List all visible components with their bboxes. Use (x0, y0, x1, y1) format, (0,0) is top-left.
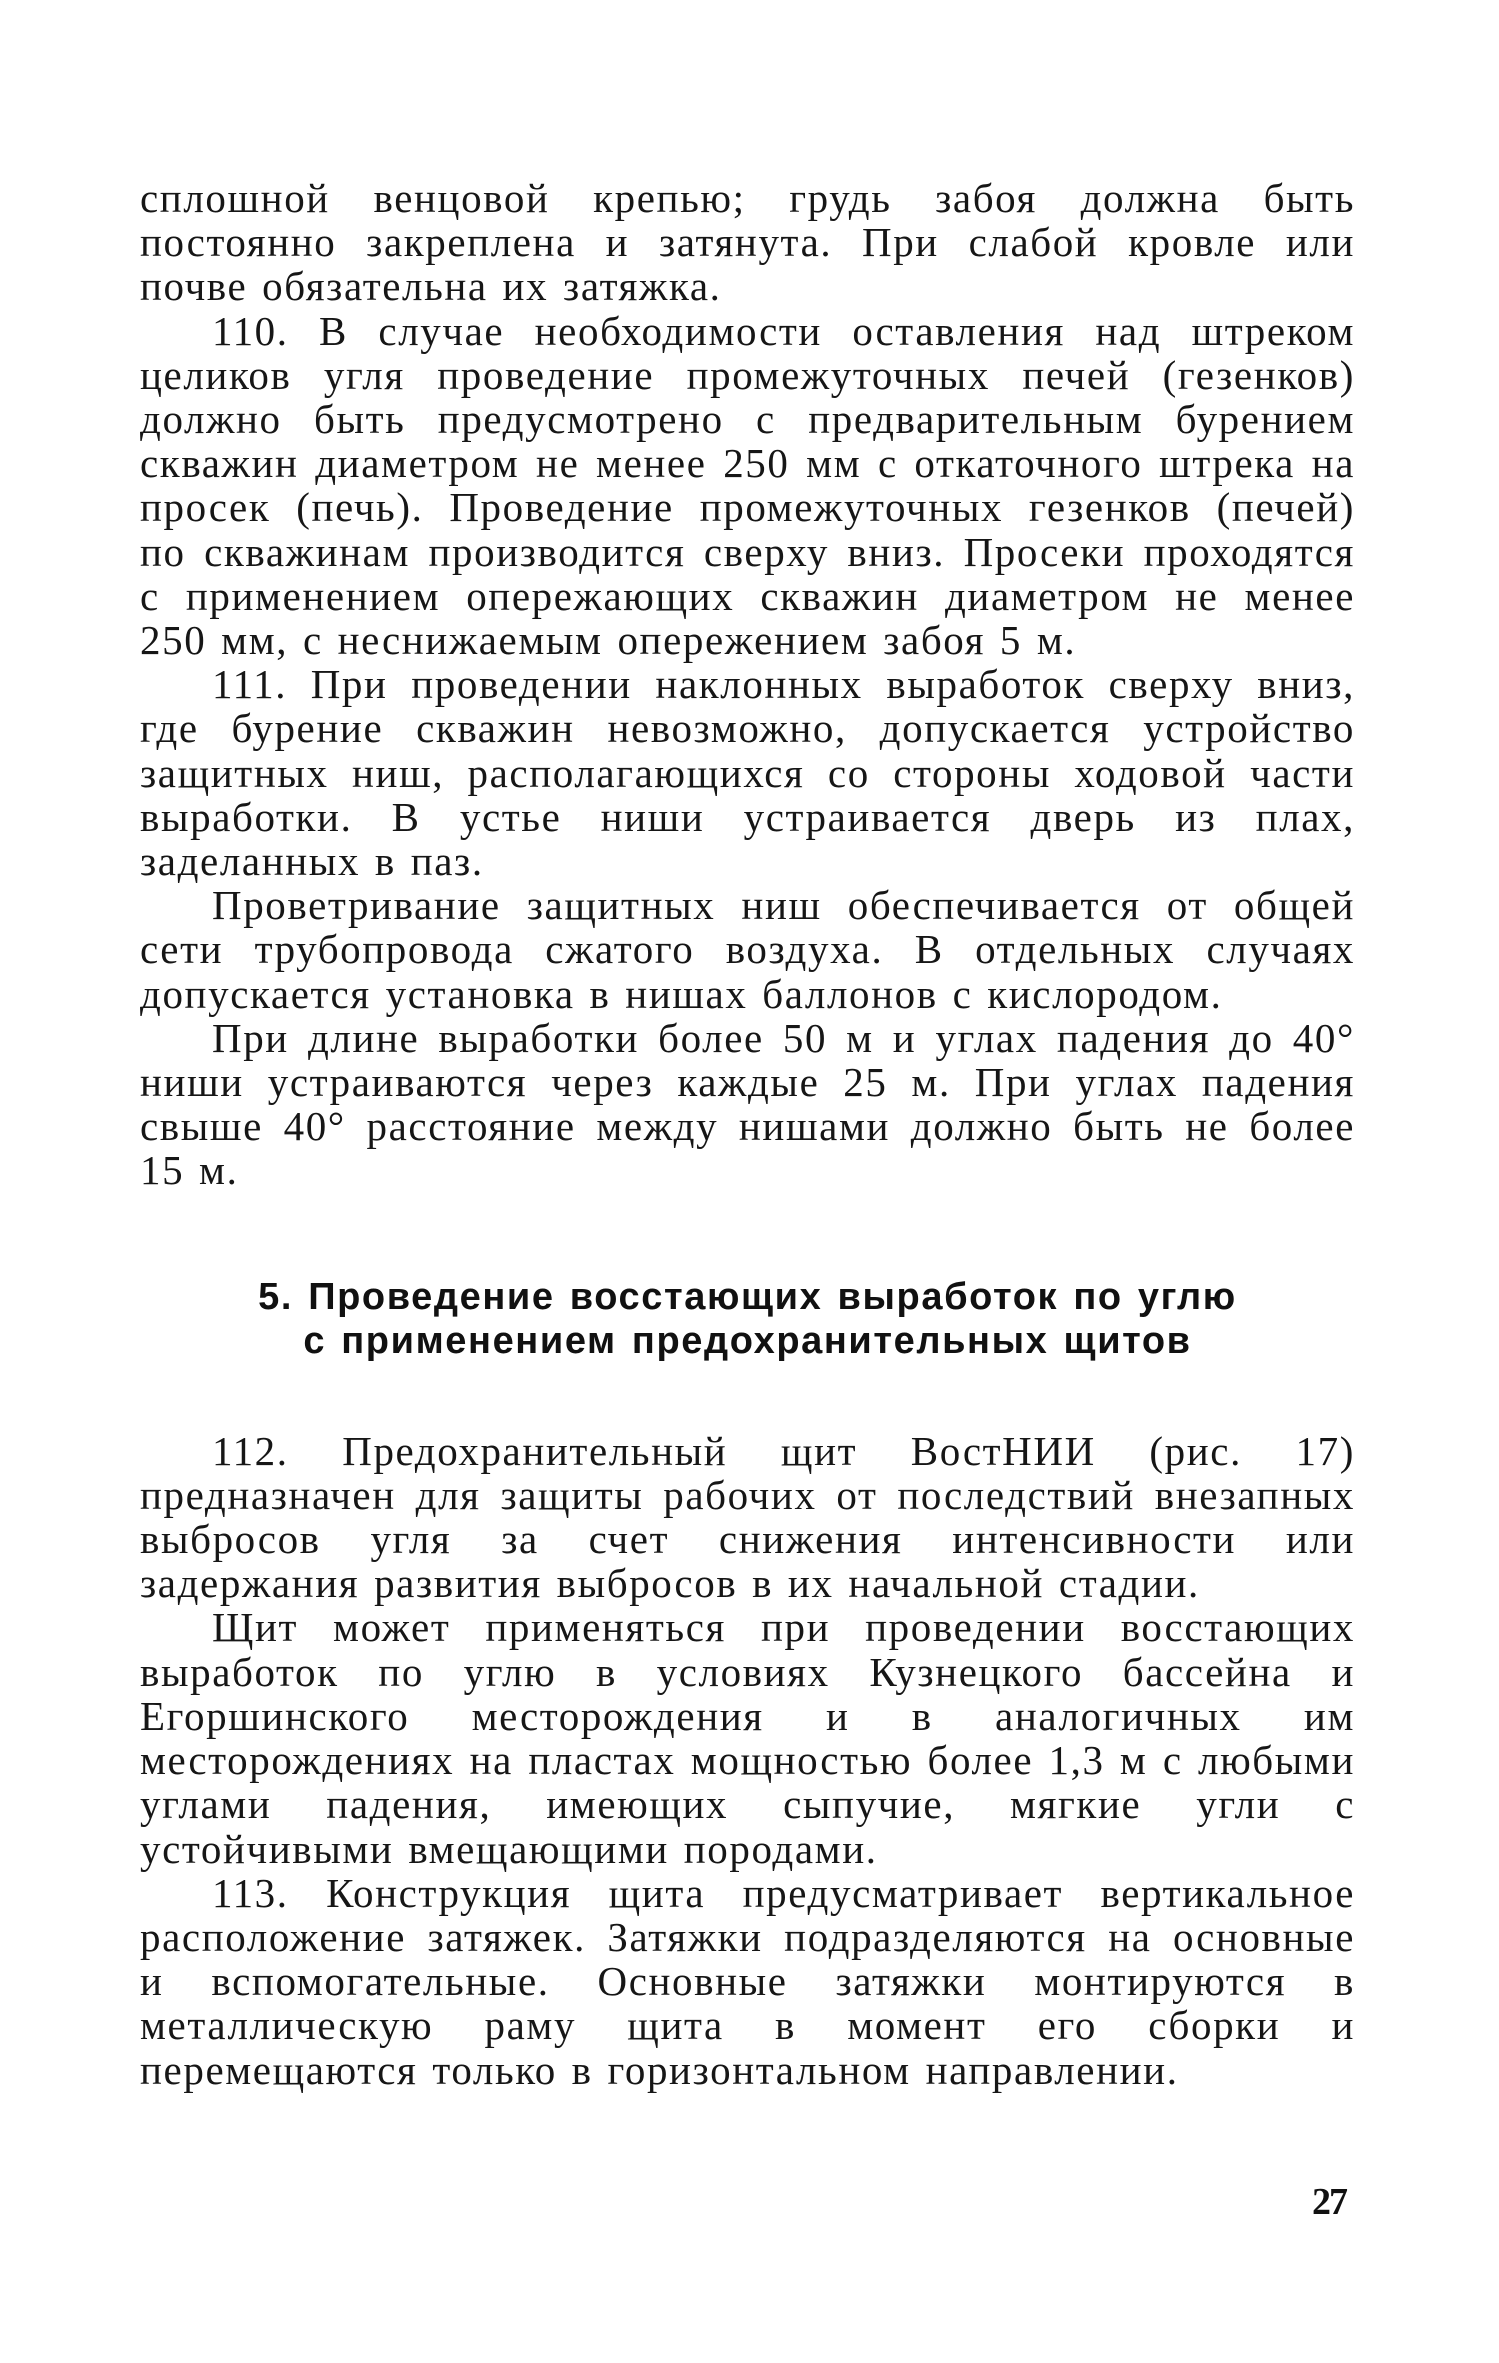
paragraph-111: 111. При проведении наклонных выработок сверху вниз, где бурение скважин невозможно, допускается устройство защитных ниш, располагающихся со стороны ходовой части выработки. В устье ниши устраивается дверь из плах, заделанных в паз. (140, 661, 1355, 885)
section-heading-line-2: с применением предохранительных щитов (303, 1319, 1192, 1362)
section-heading-line-1: 5. Проведение восстающих выработок по углю (258, 1275, 1237, 1318)
body-text (140, 176, 1355, 2092)
page-number: 27 (1312, 2181, 1346, 2223)
paragraph-niche-spacing: При длине выработки более 50 м и углах падения до 40° ниши устраиваются через каждые 25 м. При углах падения свыше 40° расстояние между нишами должно быть не более 15 м. (140, 1014, 1355, 1194)
section-heading (140, 1275, 1355, 1363)
paragraph-ventilation: Проветривание защитных ниш обеспечивается от общей сети трубопровода сжатого воздуха. В отдельных случаях допускается установка в нишах баллонов с кислородом. (140, 882, 1355, 1017)
paragraph-110: 110. В случае необходимости оставления над штреком целиков угля проведение промежуточных печей (гезенков) должно быть предусмотрено с предварительным бурением скважин диаметром не менее 250 мм с откаточного штрека на просек (печь). Проведение промежуточных гезенков (печей) по скважинам производится сверху вниз. Просеки проходятся с применением опережающих скважин диаметром не менее 250 мм, с неснижаемым опережением забоя 5 м. (140, 307, 1355, 664)
paragraph-continuation: сплошной венцовой крепью; грудь забоя должна быть постоянно закреплена и затянута. При слабой кровле или почве обязательна их затяжка. (140, 175, 1355, 310)
paragraph-113: 113. Конструкция щита предусматривает вертикальное расположение затяжек. Затяжки подразделяются на основные и вспомогательные. Основные затяжки монтируются в металлическую раму щита в момент его сборки и перемещаются только в горизонтальном направлении. (140, 1869, 1355, 2093)
paragraph-112: 112. Предохранительный щит ВостНИИ (рис. 17) предназначен для защиты рабочих от последствий внезапных выбросов угля за счет снижения интенсивности или задержания развития выбросов в их начальной стадии. (140, 1427, 1355, 1607)
paragraph-shield-application: Щит может применяться при проведении восстающих выработок по углю в условиях Кузнецкого бассейна и Егоршинского месторождения и в аналогичных им месторождениях на пластах мощностью более 1,3 м с любыми углами падения, имеющих сыпучие, мягкие угли с устойчивыми вмещающими породами. (140, 1604, 1355, 1872)
